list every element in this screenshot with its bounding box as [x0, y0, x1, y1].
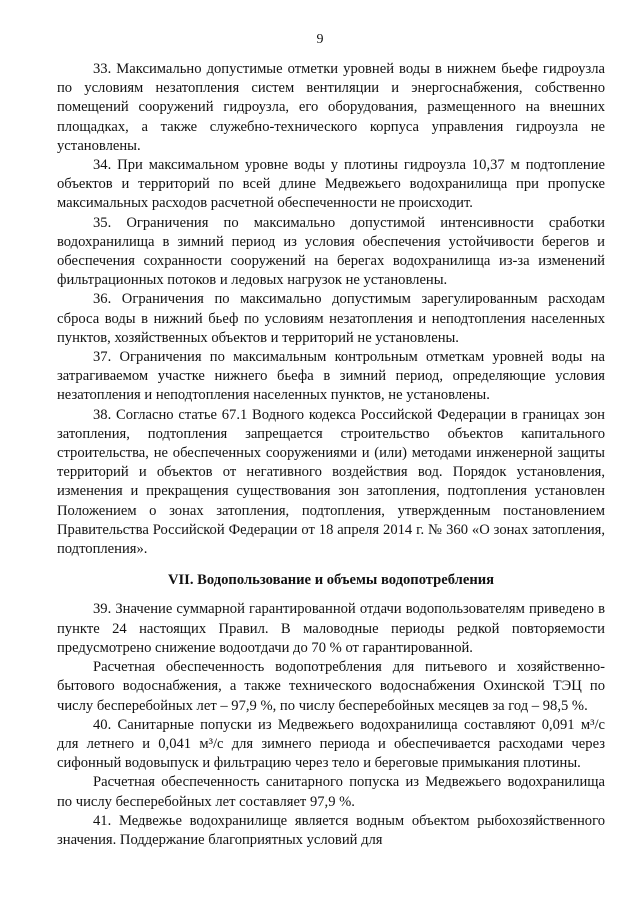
- document-body: [57, 60, 605, 850]
- paragraph-36: 36. Ограничения по максимально допустимым зарегулированным расходам сброса воды в нижний бьеф по условиям незатопления и неподтопления населенных пунктов, хозяйственных объектов и территорий не установлены.: [57, 291, 605, 346]
- page-number: 9: [316, 32, 324, 47]
- section-title: VII. Водопользование и объемы водопотребления: [167, 572, 495, 589]
- paragraph-39: 39. Значение суммарной гарантированной отдачи водопользователям приведено в пункте 24 настоящих Правил. В маловодные периоды редкой повторяемости предусмотрено снижение водоотдачи до 70 % от гарантированной.: [57, 601, 605, 656]
- paragraph-39-supply-reliability: Расчетная обеспеченность водопотребления для питьевого и хозяйственно-бытового водоснабжения, а также технического водоснабжения Охинской ТЭЦ по числу бесперебойных лет – 97,9 %, по числу бесперебойных месяцев за год – 98,5 %.: [57, 659, 605, 714]
- paragraph-33: 33. Максимально допустимые отметки уровней воды в нижнем бьефе гидроузла по условиям незатопления систем вентиляции и энергоснабжения, собственно помещений сооружений гидроузла, его оборудования, размещенного на внешних площадках, а также служебно-технического корпуса управления гидроузла не установлены.: [57, 61, 605, 154]
- paragraph-37: 37. Ограничения по максимальным контрольным отметкам уровней воды на затрагиваемом участке нижнего бьефа в зимний период, определяющие условия незатопления и неподтопления населенных пунктов, не установлены.: [57, 349, 605, 404]
- paragraph-35: 35. Ограничения по максимально допустимой интенсивности сработки водохранилища в зимний период из условия обеспечения устойчивости берегов и обеспечения сохранности сооружений на берегах водохранилища из-за изменений фильтрационных потоков и ледовых нагрузок не установлены.: [57, 214, 605, 289]
- paragraph-40: 40. Санитарные попуски из Медвежьего водохранилища составляют 0,091 м³/с для летнего и 0,041 м³/с для зимнего периода и обеспечивается расходами через сифонный водовыпуск и фильтрацию через тело и береговые примыкания плотины.: [57, 716, 605, 772]
- paragraph-40-sanitary-reliability: Расчетная обеспеченность санитарного попуска из Медвежьего водохранилища по числу бесперебойных лет составляет 97,9 %.: [57, 774, 605, 810]
- paragraph-41: 41. Медвежье водохранилище является водным объектом рыбохозяйственного значения. Поддержание благоприятных условий для: [57, 812, 605, 848]
- paragraph-38: 38. Согласно статье 67.1 Водного кодекса Российской Федерации в границах зон затопления, подтопления запрещается строительство объектов капитального строительства, не обеспеченных сооружениями и (или) методами инженерной защиты территорий и объектов от негативного воздействия вод. Порядок установления, изменения и прекращения существования зон затопления, подтопления установлен Положением о зонах затопления, подтопления, утвержденным постановлением Правительства Российской Федерации от 18 апреля 2014 г. № 360 «О зонах затопления, подтопления».: [57, 406, 605, 558]
- paragraph-34: 34. При максимальном уровне воды у плотины гидроузла 10,37 м подтопление объектов и территорий по всей длине Медвежьего водохранилища при пропуске максимальных расходов расчетной обеспеченности не происходит.: [57, 157, 605, 212]
